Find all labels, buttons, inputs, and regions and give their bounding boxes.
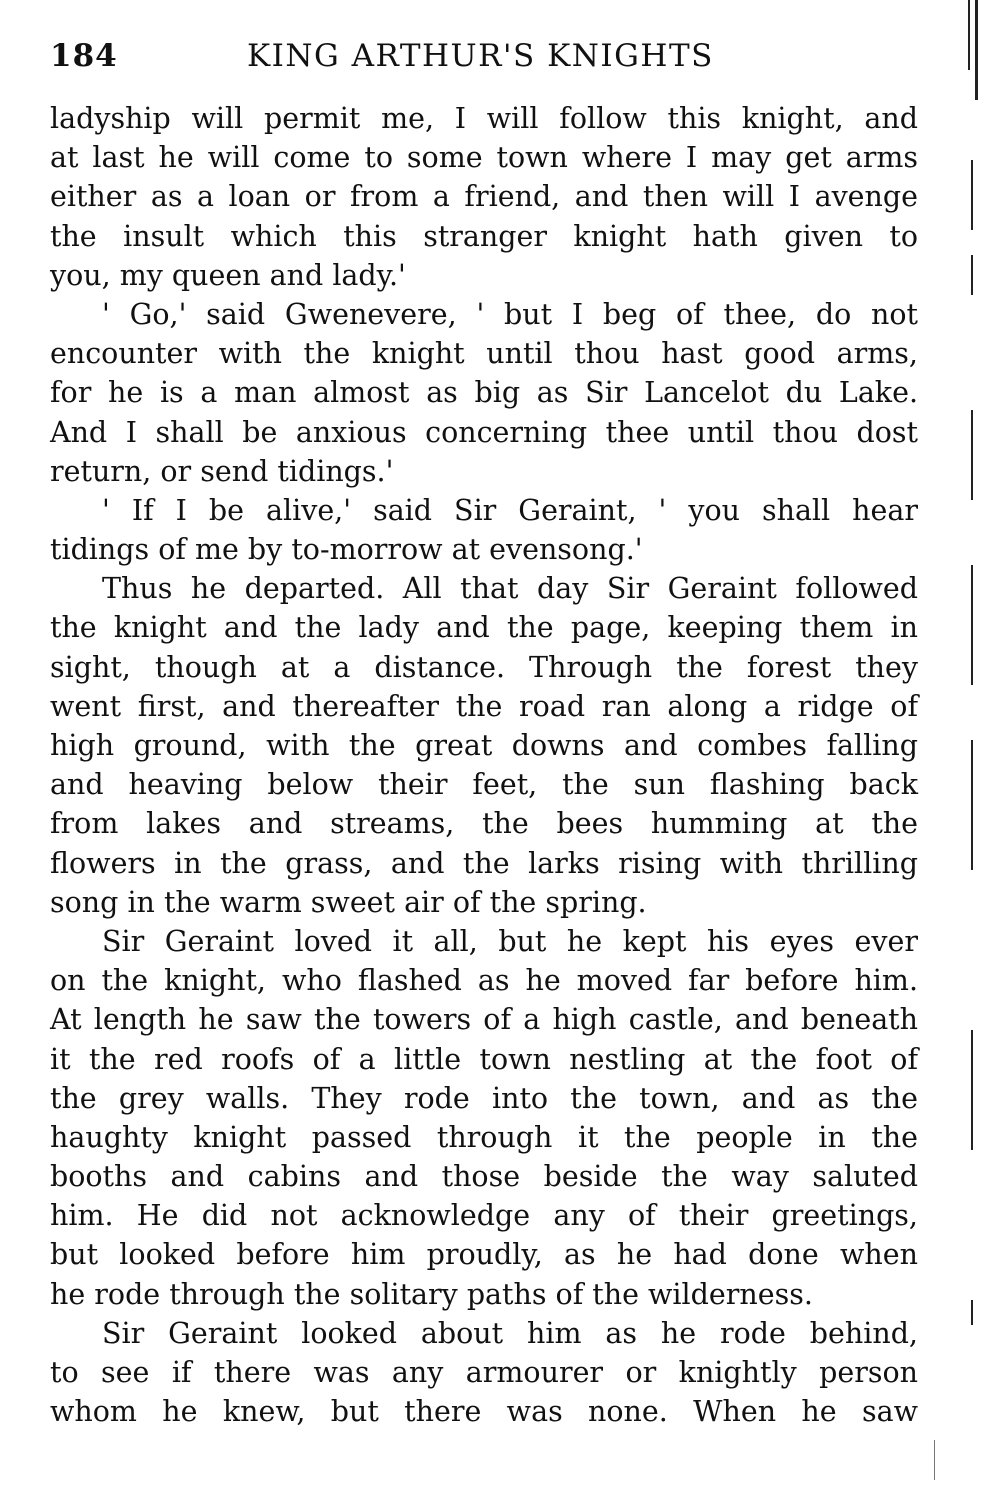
text-line: whom he knew, but there was none. When he saw [50, 1395, 918, 1429]
text-line: and heaving below their feet, the sun flashing back [50, 768, 918, 802]
binding-mark [971, 1030, 973, 1150]
binding-mark [971, 410, 973, 500]
text-line: either as a loan or from a friend, and then will I avenge [50, 180, 918, 214]
binding-mark [971, 160, 973, 230]
page-header [50, 38, 920, 88]
text-line: high ground, with the great downs and combes falling [50, 729, 918, 762]
text-line: ' Go,' said Gwenevere, ' but I beg of thee, do not [102, 297, 918, 331]
text-line: you, my queen and lady.' [50, 258, 406, 292]
text-line: song in the warm sweet air of the spring. [50, 885, 647, 919]
body-text [50, 99, 918, 1431]
text-line: sight, though at a distance. Through the forest they [50, 650, 918, 684]
binding-mark [971, 255, 973, 295]
binding-mark [968, 0, 970, 70]
text-line: for he is a man almost as big as Sir Lancelot du Lake. [50, 376, 918, 410]
text-line: return, or send tidings.' [50, 454, 394, 488]
text-line: tidings of me by to-morrow at evensong.' [50, 533, 643, 567]
text-line: at last he will come to some town where I may get arms [50, 141, 918, 175]
text-line: Thus he departed. All that day Sir Geraint followed [102, 572, 918, 606]
text-line: it the red roofs of a little town nestling at the foot of [50, 1042, 918, 1076]
text-line: flowers in the grass, and the larks rising with thrilling [50, 846, 918, 880]
text-line: he rode through the solitary paths of the wilderness. [50, 1277, 813, 1311]
text-line: And I shall be anxious concerning thee until thou dost [50, 415, 918, 449]
text-line: the insult which this stranger knight hath given to [50, 219, 918, 253]
text-line: the grey walls. They rode into the town, and as the [50, 1081, 918, 1115]
text-line: the knight and the lady and the page, keeping them in [50, 611, 918, 645]
binding-mark [971, 1300, 973, 1325]
binding-mark [971, 740, 973, 870]
running-title: KING ARTHUR'S KNIGHTS [247, 38, 714, 74]
text-line: him. He did not acknowledge any of their greetings, [50, 1199, 918, 1233]
text-line: but looked before him proudly, as he had done when [50, 1238, 918, 1272]
text-line: from lakes and streams, the bees humming at the [50, 807, 918, 841]
text-line: ladyship will permit me, I will follow this knight, and [50, 102, 918, 135]
binding-mark [971, 565, 973, 685]
text-line: At length he saw the towers of a high castle, and beneath [50, 1003, 918, 1037]
text-line: Sir Geraint looked about him as he rode behind, [102, 1316, 918, 1350]
binding-mark [975, 0, 978, 100]
text-line: Sir Geraint loved it all, but he kept his eyes ever [102, 924, 918, 958]
page-number: 184 [50, 38, 118, 74]
text-line: encounter with the knight until thou hast good arms, [50, 337, 918, 371]
text-line: haughty knight passed through it the people in the [50, 1120, 918, 1154]
binding-mark [934, 1440, 935, 1480]
text-line: on the knight, who flashed as he moved far before him. [50, 964, 918, 998]
text-line: went first, and thereafter the road ran along a ridge of [50, 689, 918, 723]
text-line: to see if there was any armourer or knightly person [50, 1356, 918, 1389]
text-line: ' If I be alive,' said Sir Geraint, ' you shall hear [102, 493, 918, 527]
text-line: booths and cabins and those beside the way saluted [50, 1160, 918, 1194]
